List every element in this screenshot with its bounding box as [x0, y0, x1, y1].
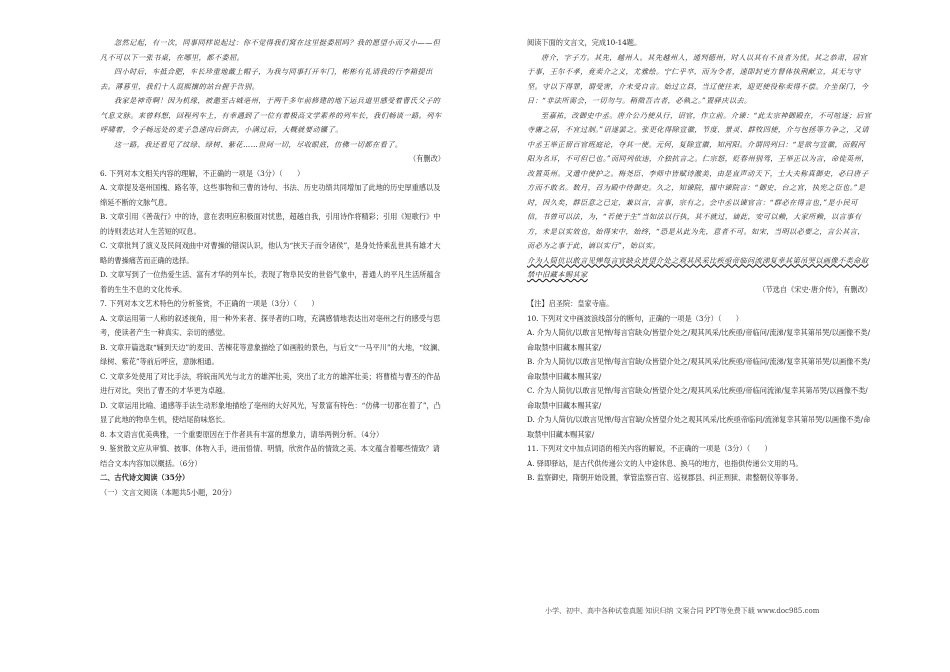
- q6-option-c: C. 文章批判了演义及民间戏曲中对曹操的错误认识，他认为“挟天子而令诸侯”，是身处恃乘乱世具有雄才大略的曹操痛苦而正确的选择。: [100, 241, 441, 265]
- q7-option-c: C. 文章多处使用了对比手法，将皖南风光与北方的雄浑壮美，突出了北方的雄浑壮美；将曹植与曹丕的作品进行对比，突出了曹丕的才华更为卓越。: [100, 371, 441, 395]
- story-paragraph-3: 我家是神奇啊！因为机缘，被邀至古城亳州，于两千多年前修建的地下运兵道里感受着曹氏父子的气息文脉。来曾料想，回程列车上，有幸遇到了一位有着极高文学素养的列车长，我们畅谈一路。列车呼啸着，令子畅远处的麦子急速向后倒去，小满过后，大概就要动镰了。: [100, 96, 442, 134]
- q6-stem: 6. 下列对本文相关内容的理解，不正确的一项是（3分）（ ）: [100, 168, 305, 178]
- q10-option-c: C. 介为人简伉/以敢言见惮/每言官缺众/皆望介处之/观其风采/比疾亟/帝临问流涕/复幸其第吊哭/以画像不类/命取禁中旧藏本赐其家/: [527, 386, 868, 410]
- classical-paragraph-2: 至嘉祐，改御史中丞。唐介公乃使从行，诏官，作立前。介谏：“此太宗神御殿在，不可喧逐；后官寺庸之居，不宜过制。”诏遂罢之。张更化得除宣徽，节度、景灵、群牧四使，介与包拯等力争之，又请中丞王举正留百官班庭论，夺其一使。元何，复除宣徽，知河阳。介谓同列曰：“是欲与宣徽，而假河阳为名耳，不可但已也。”而同列依违，介独抗言之。仁宗怒，贬春州别驾，王举正以为言，命徙英州，改置英州。又遣中使护之。梅尧臣、李师中皆赋诗激美，由是直声动天下，士大夫称真御史，必曰唐子方而不敢名。数月，召为殿中侍御史。久之，知谏院，擢中谏院言：“御史，台之官，执宪之臣也。”是时，因久矣，群臣意之已定，兼以言，言事，宗有之。会中丞以谏官言：“群必在得言也，”是小民可信，书曾可以法，为，“若使于生”当如法以行执，其不就过，谪此，安可以赖，大家所赖，以言事有方，未是以实效也，始得宋中，始终，“恐是从此为先，意者不可。如宋，当明以必要之，言公其言，而必为之事于此，谪以实行”，始以实。: [527, 110, 872, 250]
- q10-stem: 10. 下列对文中画波浪线部分的断句，正确的一项是（3分）（ ）: [527, 313, 743, 323]
- classical-paragraph-1: 唐介，字子方。其先，越州人。其先越州人，通判德州，时人以其有不良者为忧。其之恭肃，居官于事，王尔不孝，竟卖介之义，尤雅绘。宁仁乎卒，而为令者，速即封吏方督体执荆献立，其无与守坚。守以下得罪，谓受害，介未受自言。始过立县，当辽使往来，迎更使役称卖得不偿。介坐保门，今日：“非法所需会，一切勿与。稍徵吾吉者，必執之。”置驿庆以去。: [527, 52, 869, 105]
- wavy-underlined-passage: 介为人简伉以敢言见惮每言官缺众皆望介处之观其风采比疾亟帝临问流涕复幸其第吊哭以画像不类命取禁中旧藏本赐其家: [527, 255, 869, 279]
- classical-intro: 阅读下面的文言文，完成10-14题。: [527, 38, 642, 47]
- q7-option-b: B. 文章开篇选取“辅到天边”的麦田、苦楝花等意象描绘了如画般的景色，与后文“一马平川”的大地，“纹澜、绿树、紫花”等前后呼应，意脉相通。: [100, 342, 445, 366]
- q6-option-b: B. 文章引用《善哉行》中的诗，意在表明应积极面对忧患，超越自我，引用诗作将精彩；引用《短歌行》中的诗则表达对人生苦短的叹息。: [100, 212, 441, 236]
- q11-option-a: A. 驿即驿站，是古代供传递公文的人中途休息、换马的地方，也指供传递公文用的马。: [527, 458, 803, 468]
- story-paragraph-2: 四小时后，车抵合肥，车长珍重地戴上帽子，为我与同事打开车门，彬彬有礼请我的行李箱提出去。薄暮里，我们十人混熙攘的站台握手告别。: [100, 67, 433, 91]
- q11-stem: 11. 下列对文中加点词语的相关内容的解说，不正确的一项是（3分）（ ）: [527, 444, 772, 453]
- right-column: [527, 36, 872, 486]
- q10-option-a: A. 介为人简伉/以敢言见惮/每言官缺众/皆望介处之/观其风采/比疾亟/帝临问/流涕/复幸其第吊哭/以画像不类/命取禁中旧藏本赐其家/: [527, 328, 871, 352]
- q10-option-b: B. 介为人简伉/以敢言见惮/每言官缺/众皆望介处之/观其风采/比疾亟/帝临问/流涕/复幸其第吊哭/以画像不类/命取禁中旧藏本赐其家/: [527, 357, 871, 381]
- q9: 9. 鉴赏散文应从审慎、披事、体物入手，进而悟情、明情，欣赏作品的情致之美。本文蕴含着哪些情致？请结合文本内容加以概括。（6分）: [100, 444, 440, 468]
- classical-source: （节选自《宋史·唐介传》，有删改）: [758, 284, 872, 294]
- section-2-heading: 二、古代诗文阅读（35分）: [100, 473, 190, 482]
- story-source: （有删改）: [409, 154, 445, 163]
- subsection-1-heading: （一）文言文阅读（本题共5小题，20分）: [100, 487, 236, 497]
- story-paragraph-4: 这一路，我还看见了纹绿、绿树、紫花……世间一切，尽收眼底，仿佛一切都在看了。: [114, 139, 403, 149]
- page-footer: 小学、初中、高中各种试卷真题 知识归纳 文案合同 PPT等免费下载 www.doc985.com: [545, 607, 820, 615]
- q6-option-a: A. 文章提及亳州国槐、路名等，这些事物和三曹的诗句、书法、历史功绩共同增加了此地的历史厚重感以及绵延不断的文脉气息。: [100, 183, 441, 207]
- q11-option-b: B. 监察御史，隋朝开始设置，掌管监察百官、巡视郡县、纠正刑狱、肃整朝仪等事务。: [527, 473, 803, 482]
- story-paragraph-1: 忽然记起，有一次，同事同样说起过：你不觉得我们窝在这里挺委屈吗？我的愿望小而又小——但凡不可以下一张书桌，在哪里，都不委屈。: [100, 38, 441, 62]
- q7-stem: 7. 下列对本文艺术特色的分析鉴赏，不正确的一项是（3分）（ ）: [100, 299, 319, 308]
- q7-option-a: A. 文章运用第一人称的叙述视角，用一种外来者、探寻者的口吻，充满感情地表达出对亳州之行的感受与思考，使读者产生一种真实、亲切的感觉。: [100, 313, 441, 337]
- left-column: [100, 36, 445, 500]
- classical-note: 【注】启圣院：皇家寺庙。: [527, 299, 614, 308]
- q6-option-d: D. 文章写到了一位热爱生活、富有才华的列车长，表现了物阜民安的世俗气象中，普通人的平凡生活所蕴含着的生生不息的文化传承。: [100, 270, 441, 294]
- q10-option-d: D. 介为人简伉/以敢言见惮/每言官缺/众皆望介处之观其风采/比疾亟帝临问/流涕复幸其第吊哭/以画像不类/命取禁中旧藏本赐其家/: [527, 415, 871, 439]
- q8: 8. 本文语言优美典雅，一个重要原因在于作者具有丰富的想象力，请举两例分析。（4分）: [100, 429, 384, 439]
- q7-option-d: D. 文章运用比喻、通感等手法生动形象地描绘了亳州的大好风光，写景富有特色：“仿佛一切都在着了”，凸显了此地的物阜生机，使结尾韵味悠长。: [100, 400, 441, 424]
